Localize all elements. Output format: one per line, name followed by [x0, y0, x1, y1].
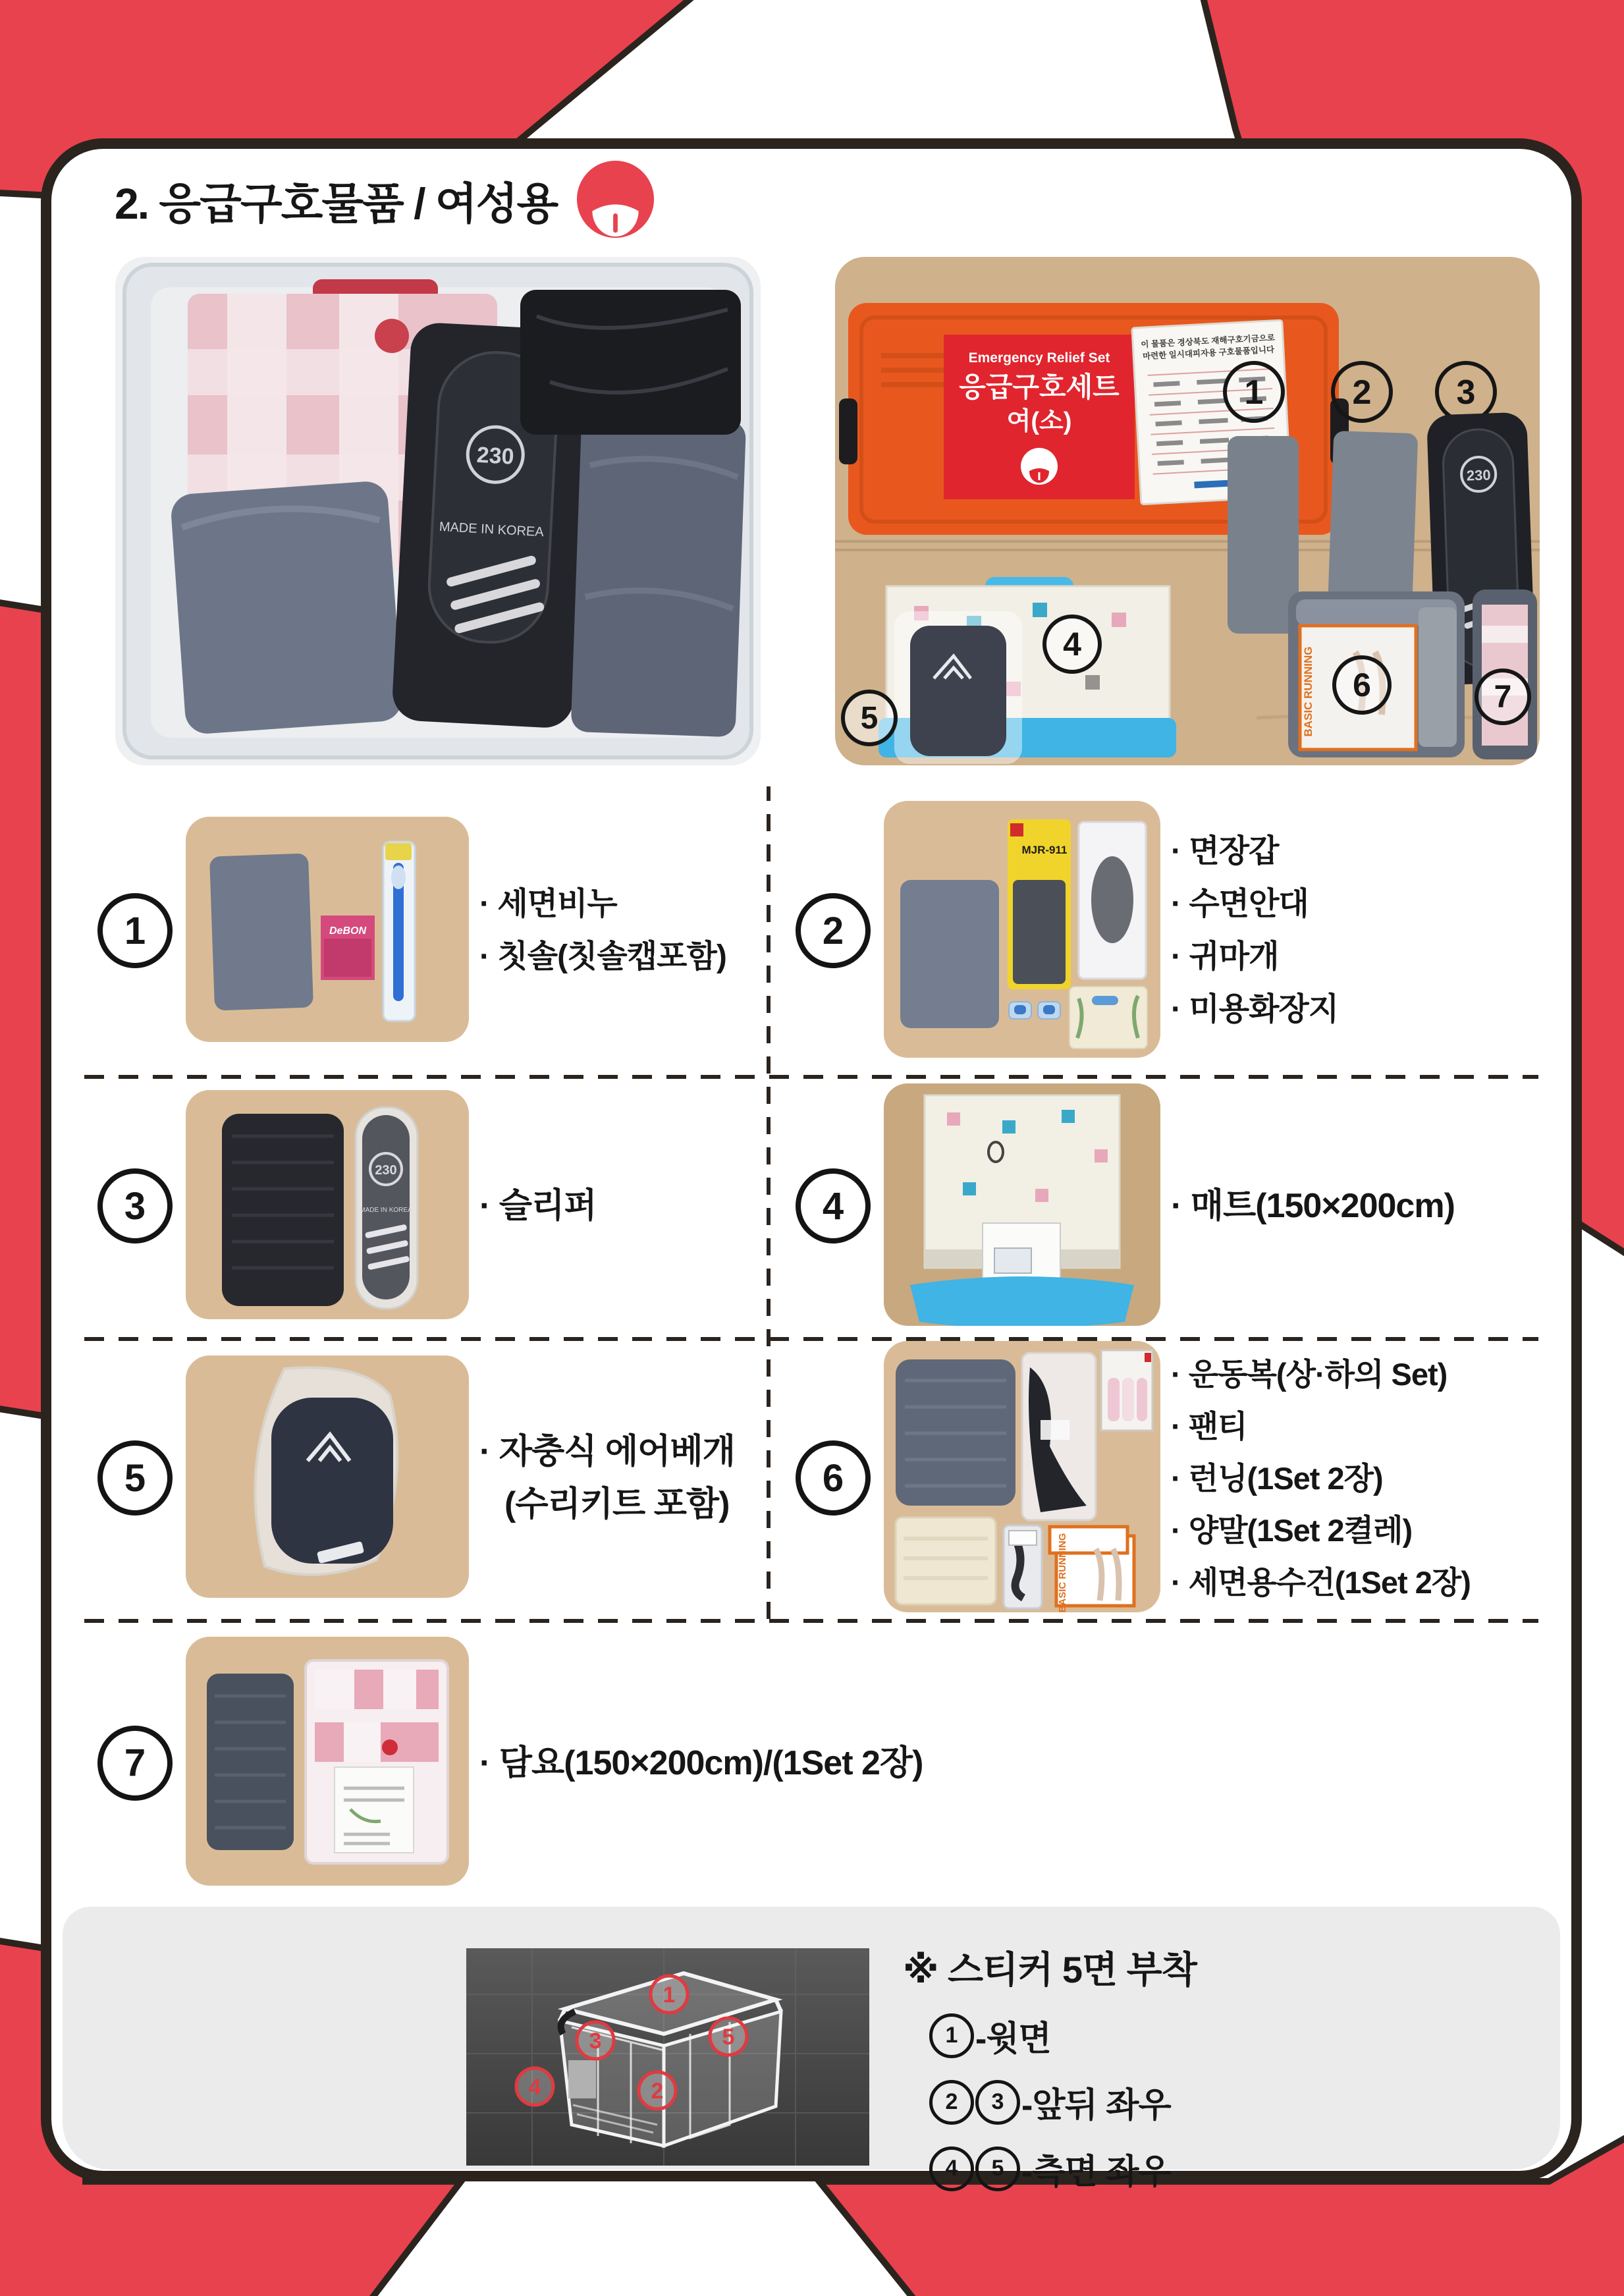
box-label	[568, 2060, 596, 2098]
item-row-1	[91, 786, 759, 1075]
svg-text:4: 4	[528, 2075, 541, 2100]
toothbrush-pack	[383, 842, 415, 1021]
sticker-line-3	[929, 2144, 1197, 2193]
circled-number: 2	[929, 2080, 974, 2125]
circled-number: 5	[975, 2146, 1020, 2191]
gray-pouch	[900, 880, 999, 1028]
item-number-badge: 6	[796, 1440, 871, 1516]
diagram-number-3	[577, 2022, 614, 2059]
sticker-line-text: -앞뒤 좌우	[1021, 2087, 1171, 2125]
item-label: · 세면용수건(1Set 2장)	[1171, 1556, 1471, 1608]
item-row-5	[91, 1337, 759, 1619]
item-row-7	[91, 1619, 1540, 1907]
label-ko: 응급구호세트	[959, 371, 1120, 402]
item-label: · 수면안대	[1171, 878, 1338, 931]
pouch-item1	[1228, 436, 1299, 634]
tissue-pack	[1069, 987, 1147, 1049]
sticker-instructions	[903, 1941, 1197, 2193]
socks-pack	[1004, 1525, 1042, 1608]
svg-text:3: 3	[589, 2029, 602, 2054]
item-row-6	[789, 1337, 1569, 1619]
soap-box	[321, 916, 375, 980]
item-row-4	[789, 1075, 1569, 1337]
box-handle-left	[839, 398, 857, 464]
photo-kit-overview	[835, 257, 1540, 765]
cotton-gloves-pack	[1008, 819, 1071, 989]
slipper-size-text: 230	[475, 442, 515, 470]
diagram-number-4	[516, 2068, 553, 2105]
item-number-badge: 3	[97, 1168, 173, 1244]
circled-number: 4	[929, 2146, 974, 2191]
column-divider	[767, 786, 771, 1619]
diagram-number-2	[639, 2072, 676, 2109]
sportswear-bag	[1022, 1353, 1096, 1520]
item3-labels	[479, 1180, 596, 1232]
notice-line1: 이 물품은 경상북도 재해구호기금으로	[1141, 333, 1276, 350]
gray-fabric-pouch	[571, 416, 747, 737]
slipper-size-text: 230	[375, 1162, 397, 1178]
photo-bin-top-view	[115, 257, 761, 765]
overview-number-5	[843, 692, 896, 744]
item-label: · 양말(1Set 2켤레)	[1171, 1504, 1471, 1556]
item-label: · 세면비누	[479, 878, 726, 931]
sticker-line-text: -윗면	[975, 2020, 1051, 2058]
item-label-continued: (수리키트 포함)	[504, 1485, 730, 1523]
running-shirt-packs	[1050, 1527, 1134, 1612]
overview-number-6	[1334, 657, 1390, 713]
overview-number-7	[1476, 670, 1529, 723]
item7-photo	[186, 1637, 469, 1889]
item-row-2	[789, 786, 1569, 1075]
blue-mat-bag	[910, 1276, 1134, 1326]
gray-pouch	[170, 480, 404, 735]
item-number-badge: 5	[97, 1440, 173, 1516]
svg-text:4: 4	[1063, 626, 1081, 663]
item-label: · 담요(150×200cm)/(1Set 2장)	[479, 1737, 923, 1790]
box-red-label	[944, 335, 1135, 499]
panties-box	[1101, 1350, 1152, 1431]
svg-text:1: 1	[1244, 373, 1264, 412]
sticker-heading: ※ 스티커 5면 부착	[903, 1949, 1197, 1990]
svg-text:6: 6	[1353, 667, 1371, 703]
running-pack-text: BASIC RUNNING	[1302, 646, 1314, 737]
item-label: · 슬리퍼	[479, 1180, 596, 1232]
mesh-cube	[896, 1359, 1015, 1506]
item3-photo	[186, 1090, 469, 1323]
sticker-line-2	[929, 2077, 1197, 2127]
item-label: · 미용화장지	[1171, 983, 1338, 1036]
running-pack-text: BASIC RUNNING	[1057, 1533, 1068, 1612]
overview-number-4	[1044, 616, 1100, 672]
towel	[896, 1517, 996, 1604]
slipper-origin-text: MADE IN KOREA	[439, 519, 545, 540]
item6-photo	[884, 1341, 1160, 1616]
woman-face-icon	[576, 159, 656, 240]
svg-text:5: 5	[860, 701, 879, 736]
item-number-badge: 1	[97, 893, 173, 968]
sticker-line-text: -측면 좌우	[1021, 2153, 1171, 2191]
page-title: 2. 응급구호물품 / 여성용	[115, 178, 558, 228]
item-number-badge: 2	[796, 893, 871, 968]
soap-brand-text: DeBON	[329, 925, 367, 937]
svg-text:1: 1	[663, 1982, 676, 2008]
notice-line2: 마련한 일시대피자용 구호물품입니다	[1142, 344, 1275, 362]
diagram-number-1	[651, 1976, 688, 2013]
item4-labels	[1171, 1180, 1455, 1232]
item-number-badge: 7	[97, 1726, 173, 1801]
sticker-diagram-photo	[466, 1948, 869, 2169]
item1-photo	[186, 817, 469, 1045]
item-label: · 자충식 에어베개	[479, 1425, 735, 1478]
gray-pouch	[209, 853, 313, 1010]
item2-photo	[884, 801, 1160, 1061]
item-label: · 매트(150×200cm)	[1171, 1180, 1455, 1232]
svg-text:2: 2	[651, 2079, 664, 2104]
label-type: 여(소)	[1006, 408, 1072, 435]
svg-text:5: 5	[722, 2025, 735, 2050]
sticker-line-1	[929, 2011, 1197, 2060]
item-row-3	[91, 1075, 759, 1337]
gloves-brand-text: MJR-911	[1021, 843, 1068, 856]
sticker-panel	[63, 1907, 1560, 2191]
item-label: · 귀마개	[1171, 931, 1338, 983]
slippers-pack	[356, 1107, 418, 1309]
air-pillow-item5	[896, 613, 1021, 763]
svg-text:2: 2	[1352, 373, 1372, 412]
diagram-number-5	[710, 2018, 747, 2055]
item-label: · 면장갑	[1171, 825, 1338, 878]
svg-text:7: 7	[1494, 680, 1512, 715]
item7-labels	[479, 1737, 923, 1790]
item1-labels	[479, 878, 726, 983]
black-mesh-bag	[222, 1114, 344, 1306]
black-plastic-bag	[520, 290, 741, 435]
item5-labels	[479, 1425, 735, 1531]
item6-labels	[1171, 1348, 1471, 1608]
label-woman-icon	[1021, 448, 1058, 485]
item-label: · 런닝(1Set 2장)	[1171, 1452, 1471, 1504]
air-pillow	[271, 1398, 393, 1564]
mesh-pouch	[207, 1674, 294, 1850]
circled-number: 1	[929, 2013, 974, 2058]
item-number-badge: 4	[796, 1168, 871, 1244]
sleep-mask-pouch	[1079, 822, 1146, 979]
item-label: · 운동복(상·하의 Set)	[1171, 1348, 1471, 1400]
item2-labels	[1171, 825, 1338, 1036]
item5-photo	[186, 1355, 469, 1601]
slipper-size-text: 230	[1466, 466, 1491, 484]
svg-text:3: 3	[1456, 373, 1476, 412]
item-label: · 칫솔(칫솔캡포함)	[479, 931, 726, 983]
page-card	[41, 138, 1582, 2191]
label-en: Emergency Relief Set	[968, 350, 1110, 366]
item-label: · 팬티	[1171, 1400, 1471, 1452]
circled-number: 3	[975, 2080, 1020, 2125]
slipper-origin-text: MADE IN KOREA	[360, 1206, 412, 1214]
plaid-blanket-pack	[306, 1660, 448, 1863]
item4-photo	[884, 1083, 1160, 1329]
page-header	[115, 159, 656, 240]
